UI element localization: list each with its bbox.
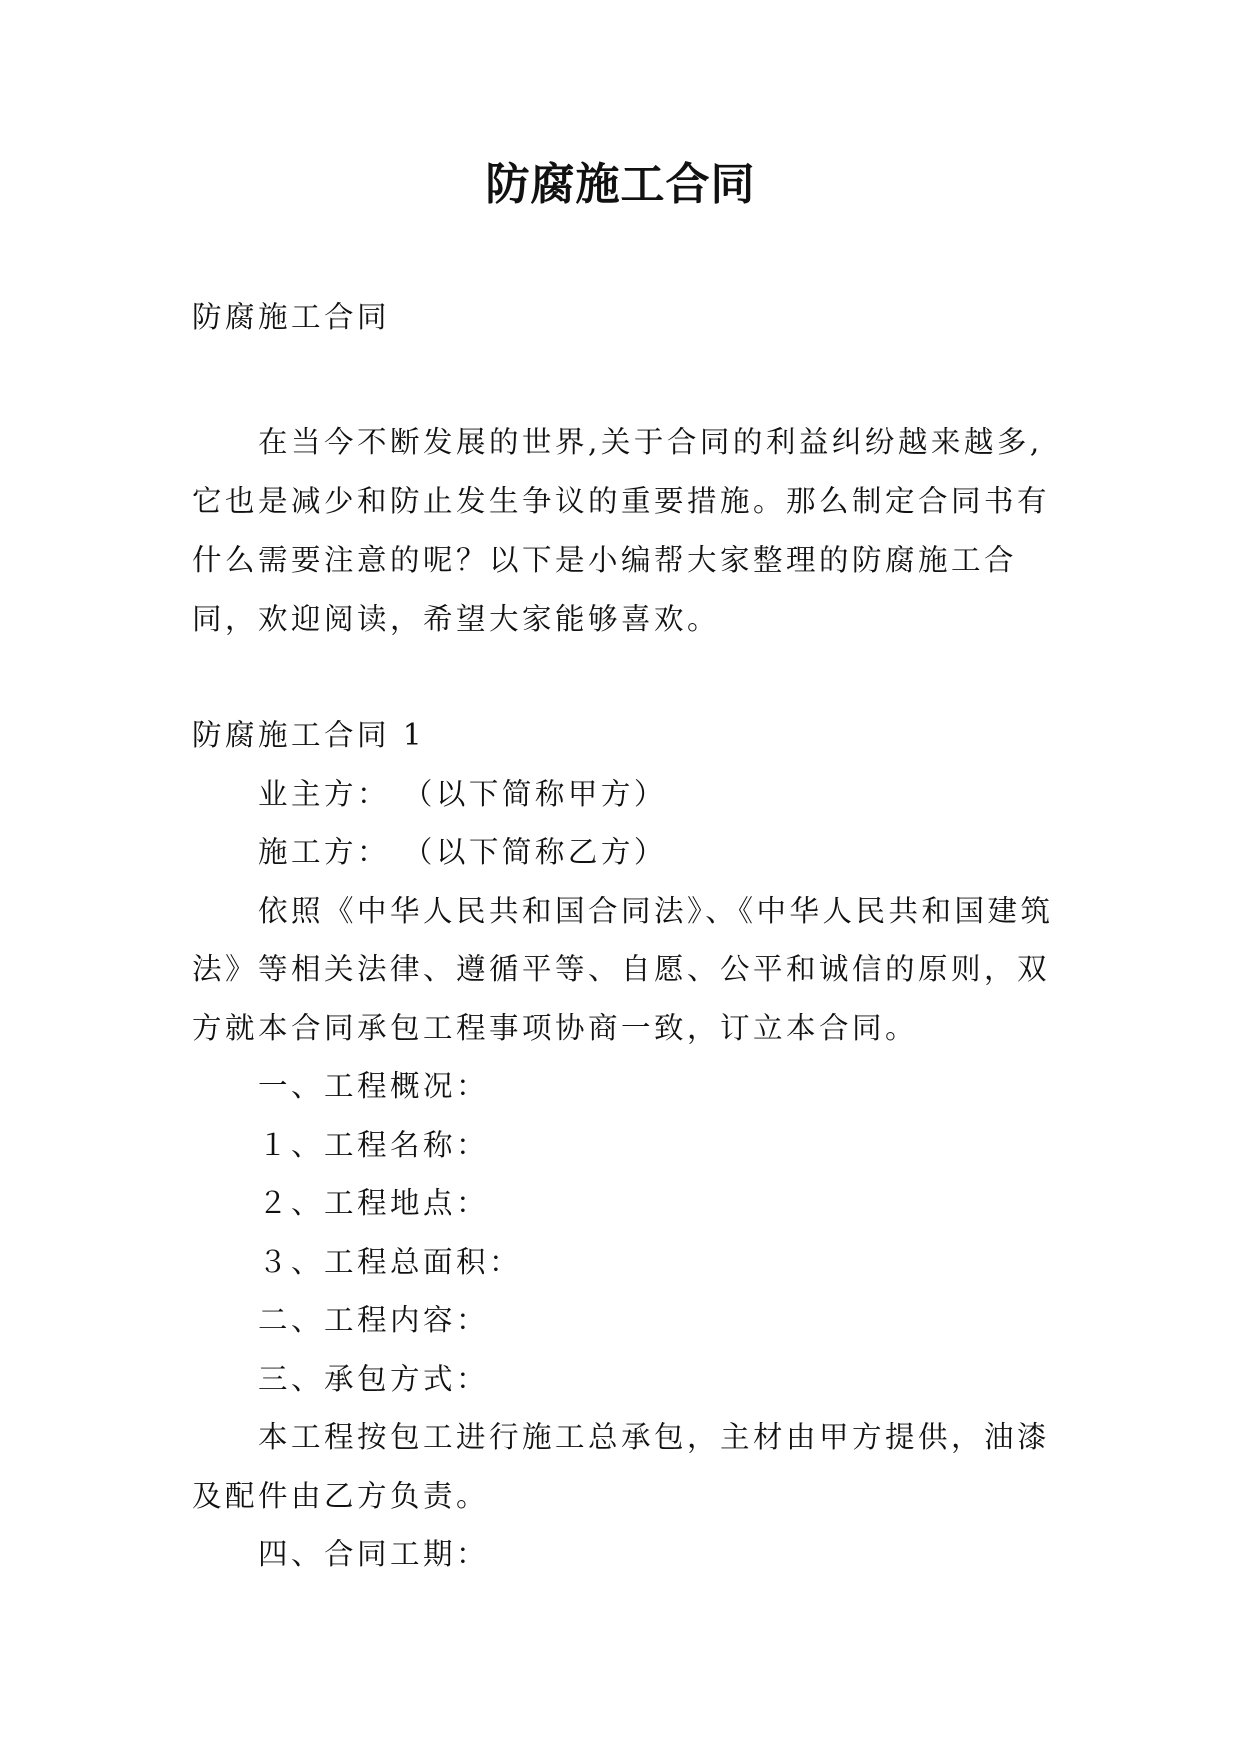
clause-3-heading: 三、承包方式： — [258, 1361, 490, 1396]
basis-paragraph: 依照《中华人民共和国合同法》、《中华人民共和国建筑法》等相关法律、遵循平等、自愿、公平和诚信的原则，双方就本合同承包工程事项协商一致，订立本合同。 — [192, 893, 1054, 1045]
clause-1-item-1: １、工程名称： — [258, 1127, 490, 1162]
contract-section-1 — [192, 706, 1057, 1584]
clause-1-item-3: ３、工程总面积： — [258, 1244, 523, 1279]
clause-3-text: 本工程按包工进行施工总承包，主材由甲方提供，油漆及配件由乙方负责。 — [192, 1420, 1051, 1513]
owner-line: 业主方： （以下简称甲方） — [258, 776, 667, 811]
document-title: 防腐施工合同 — [485, 159, 756, 210]
clause-2-heading: 二、工程内容： — [258, 1303, 490, 1337]
intro-paragraph: 在当今不断发展的世界,关于合同的利益纠纷越来越多,它也是减少和防止发生争议的重要措施。那么制定合同书有什么需要注意的呢？以下是小编帮大家整理的防腐施工合同，欢迎阅读，希望大家能够喜欢。 — [192, 425, 1051, 636]
clause-1-item-2: ２、工程地点： — [258, 1186, 490, 1220]
document-subtitle: 防腐施工合同 — [192, 300, 391, 334]
contractor-line: 施工方： （以下简称乙方） — [258, 835, 667, 869]
section-heading: 防腐施工合同 1 — [192, 718, 426, 752]
clause-1-heading: 一、工程概况： — [258, 1069, 490, 1103]
clause-4-heading: 四、合同工期： — [258, 1537, 490, 1571]
